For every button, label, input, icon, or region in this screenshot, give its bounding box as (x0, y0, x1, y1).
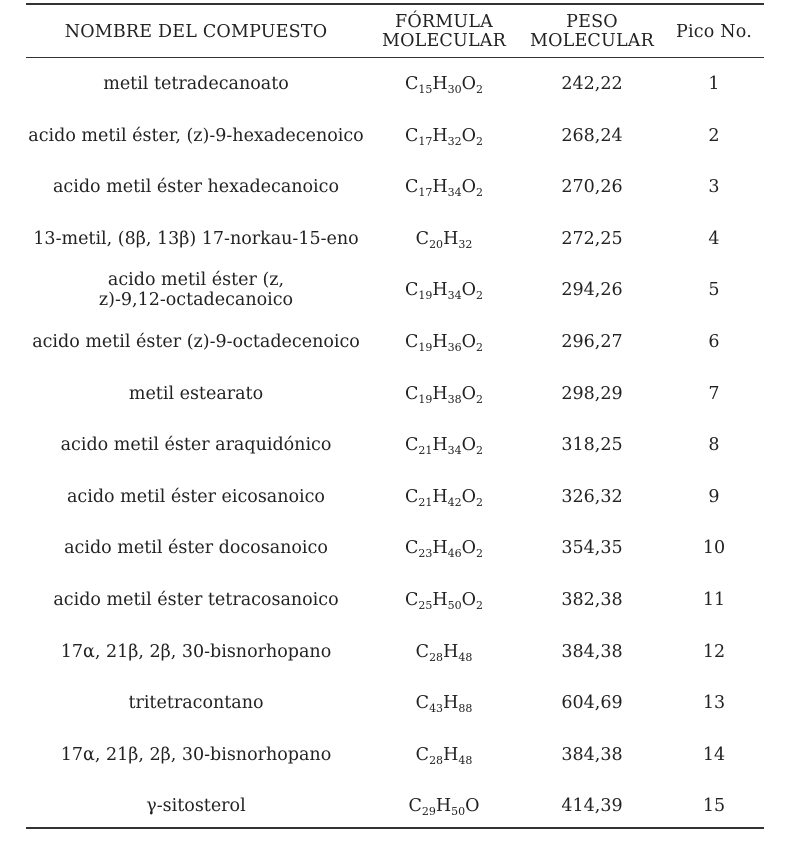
formula-subscript: 2 (476, 341, 483, 354)
molecular-formula-cell (368, 368, 520, 420)
formula-subscript: 28 (429, 650, 444, 664)
peak-number-cell: 9 (708, 486, 720, 507)
compound-name-cell: metil estearato (128, 383, 264, 404)
formula-element: H (432, 177, 448, 198)
molecular-formula-cell (368, 58, 520, 110)
formula-element: O (461, 125, 476, 146)
formula-subscript: 17 (418, 134, 433, 148)
formula-subscript: 19 (418, 341, 433, 354)
formula-element: H (443, 744, 459, 765)
formula-element: O (461, 435, 476, 456)
formula-element: H (432, 590, 448, 610)
formula-element: H (443, 228, 459, 249)
formula-element: C (415, 641, 430, 662)
formula-subscript: 50 (447, 599, 462, 612)
peak-number-cell: 7 (708, 383, 720, 404)
peak-number-cell: 2 (708, 125, 720, 146)
formula-element: O (465, 796, 480, 817)
formula-element: H (432, 74, 448, 94)
peak-number-cell: 14 (702, 744, 726, 765)
table-row (26, 161, 764, 213)
formula-element: H (435, 796, 452, 817)
compound-name-cell: 17α, 21β, 2β, 30-bisnorhopano (60, 641, 332, 662)
formula-element: C (404, 177, 419, 198)
table-row (26, 419, 764, 471)
table-row (26, 574, 764, 626)
peak-number-cell: 4 (708, 228, 720, 249)
compound-name-cell: tritetracontano (128, 693, 264, 714)
molecular-weight-cell: 414,39 (561, 796, 623, 817)
header-molecular-weight (520, 8, 664, 56)
formula-element: C (415, 693, 430, 714)
molecular-formula-cell (368, 161, 520, 213)
compound-name-cell: acido metil éster hexadecanoico (53, 177, 339, 198)
formula-element: H (432, 383, 448, 404)
table-row (26, 677, 764, 729)
formula-subscript: 2 (476, 392, 483, 406)
table-row (26, 729, 764, 781)
peak-number-cell: 8 (708, 435, 720, 456)
formula-element: C (404, 74, 419, 94)
table-row (26, 264, 764, 316)
formula-subscript: 23 (418, 547, 433, 561)
compound-name-cell: 13-metil, (8β, 13β) 17-norkau-15-eno (33, 228, 359, 249)
formula-subscript: 2 (476, 547, 483, 561)
formula-subscript: 34 (447, 186, 462, 200)
peak-number-cell: 15 (702, 796, 726, 817)
formula-element: C (404, 538, 419, 559)
formula-subscript: 2 (476, 83, 483, 96)
header-molecular-formula (368, 8, 520, 56)
molecular-weight-cell: 294,26 (561, 280, 623, 301)
compound-name-cell: acido metil éster eicosanoico (67, 486, 325, 507)
header-compound-name: NOMBRE DEL COMPUESTO (64, 21, 328, 42)
formula-subscript: 48 (458, 650, 473, 664)
formula-element: H (443, 693, 459, 714)
formula-element: C (404, 383, 419, 404)
formula-element: C (408, 796, 422, 817)
formula-subscript: 48 (458, 753, 473, 767)
molecular-weight-cell: 296,27 (561, 332, 623, 352)
peak-number-cell: 11 (702, 590, 726, 610)
formula-subscript: 17 (418, 186, 433, 200)
formula-subscript: 46 (447, 547, 462, 561)
formula-element: H (432, 332, 448, 352)
formula-element: C (404, 590, 419, 610)
formula-subscript: 19 (418, 392, 433, 406)
formula-element: H (432, 435, 448, 456)
formula-subscript: 34 (447, 289, 462, 303)
header-formula-line1: FÓRMULA (394, 12, 493, 32)
formula-subscript: 19 (418, 289, 433, 303)
formula-subscript: 32 (447, 134, 462, 148)
formula-subscript: 20 (429, 237, 444, 251)
peak-number-cell: 6 (708, 332, 720, 352)
formula-element: H (432, 125, 448, 146)
header-weight-line2: MOLECULAR (529, 31, 655, 51)
peak-number-cell: 3 (708, 177, 720, 198)
table-row (26, 626, 764, 678)
molecular-weight-cell: 242,22 (561, 74, 623, 94)
formula-element: O (461, 538, 476, 559)
header-formula-line2: MOLECULAR (381, 31, 507, 51)
compound-name-cell: γ-sitosterol (146, 796, 246, 817)
table-bottom-rule (26, 827, 764, 829)
formula-subscript: 36 (447, 341, 462, 354)
peak-number-cell: 10 (702, 538, 726, 559)
formula-element: O (461, 74, 476, 94)
formula-element: O (461, 486, 476, 507)
molecular-formula-cell (368, 419, 520, 471)
molecular-weight-cell: 268,24 (561, 125, 623, 146)
molecular-weight-cell: 354,35 (561, 538, 623, 559)
molecular-weight-cell: 384,38 (561, 744, 623, 765)
formula-subscript: 34 (447, 444, 462, 458)
formula-subscript: 2 (476, 289, 483, 303)
compound-name-cell: metil tetradecanoato (103, 74, 289, 94)
formula-subscript: 21 (418, 444, 433, 458)
compound-name-cell: acido metil éster (z, z)-9,12-octadecanoico (98, 270, 294, 311)
peak-number-cell: 5 (708, 280, 720, 301)
molecular-weight-cell: 318,25 (561, 435, 623, 456)
table-row (26, 316, 764, 368)
compound-name-cell: acido metil éster, (z)-9-hexadecenoico (28, 125, 364, 146)
molecular-formula-cell (368, 626, 520, 678)
molecular-formula-cell (368, 471, 520, 523)
molecular-weight-cell: 272,25 (561, 228, 623, 249)
molecular-formula-cell (368, 264, 520, 316)
molecular-weight-cell: 384,38 (561, 641, 623, 662)
compound-name-cell: acido metil éster (z)-9-octadecenoico (32, 332, 360, 352)
formula-subscript: 2 (476, 599, 483, 612)
formula-element: O (461, 590, 476, 610)
molecular-weight-cell: 270,26 (561, 177, 623, 198)
molecular-weight-cell: 604,69 (561, 693, 623, 714)
formula-subscript: 43 (429, 702, 444, 716)
table-row (26, 213, 764, 265)
peak-number-cell: 13 (702, 693, 726, 714)
formula-subscript: 2 (476, 186, 483, 200)
molecular-weight-cell: 298,29 (561, 383, 623, 404)
molecular-formula-cell (368, 677, 520, 729)
table-row (26, 110, 764, 162)
compound-name-cell: acido metil éster tetracosanoico (53, 590, 339, 610)
table-row (26, 780, 764, 832)
molecular-formula-cell (368, 213, 520, 265)
formula-element: H (443, 641, 459, 662)
molecular-formula-cell (368, 110, 520, 162)
formula-element: C (404, 486, 419, 507)
molecular-formula-cell (368, 780, 520, 832)
formula-subscript: 88 (458, 702, 473, 716)
table-top-rule (26, 3, 764, 5)
formula-subscript: 21 (418, 495, 433, 509)
header-peak-number: Pico No. (676, 21, 752, 42)
formula-subscript: 30 (447, 83, 462, 96)
molecular-weight-cell: 382,38 (561, 590, 623, 610)
compound-name-cell: 17α, 21β, 2β, 30-bisnorhopano (60, 744, 332, 765)
peak-number-cell: 1 (708, 74, 720, 94)
table-row (26, 368, 764, 420)
formula-element: O (461, 280, 476, 301)
table-row (26, 522, 764, 574)
molecular-formula-cell (368, 316, 520, 368)
formula-subscript: 2 (476, 495, 483, 509)
formula-element: C (404, 280, 419, 301)
table-row (26, 58, 764, 110)
molecular-formula-cell (368, 574, 520, 626)
molecular-formula-cell (368, 729, 520, 781)
formula-subscript: 28 (429, 753, 444, 767)
formula-subscript: 32 (458, 237, 473, 251)
formula-element: H (432, 538, 448, 559)
formula-element: C (404, 125, 419, 146)
formula-element: H (432, 486, 448, 507)
compound-name-cell: acido metil éster docosanoico (64, 538, 328, 559)
molecular-weight-cell: 326,32 (561, 486, 623, 507)
formula-subscript: 2 (476, 134, 483, 148)
formula-element: O (461, 383, 476, 404)
formula-subscript: 38 (447, 392, 462, 406)
table-row (26, 471, 764, 523)
formula-subscript: 25 (418, 599, 433, 612)
formula-element: O (461, 332, 476, 352)
formula-subscript: 29 (421, 805, 436, 819)
formula-element: C (404, 332, 419, 352)
formula-element: H (432, 280, 448, 301)
formula-element: C (415, 228, 430, 249)
compound-name-cell: acido metil éster araquidónico (60, 435, 332, 456)
peak-number-cell: 12 (702, 641, 726, 662)
header-weight-line1: PESO (566, 12, 618, 32)
formula-subscript: 2 (476, 444, 483, 458)
formula-subscript: 42 (447, 495, 462, 509)
formula-subscript: 50 (451, 805, 466, 819)
formula-element: C (404, 435, 419, 456)
formula-subscript: 15 (418, 83, 433, 96)
formula-element: C (415, 744, 430, 765)
molecular-formula-cell (368, 522, 520, 574)
formula-element: O (461, 177, 476, 198)
